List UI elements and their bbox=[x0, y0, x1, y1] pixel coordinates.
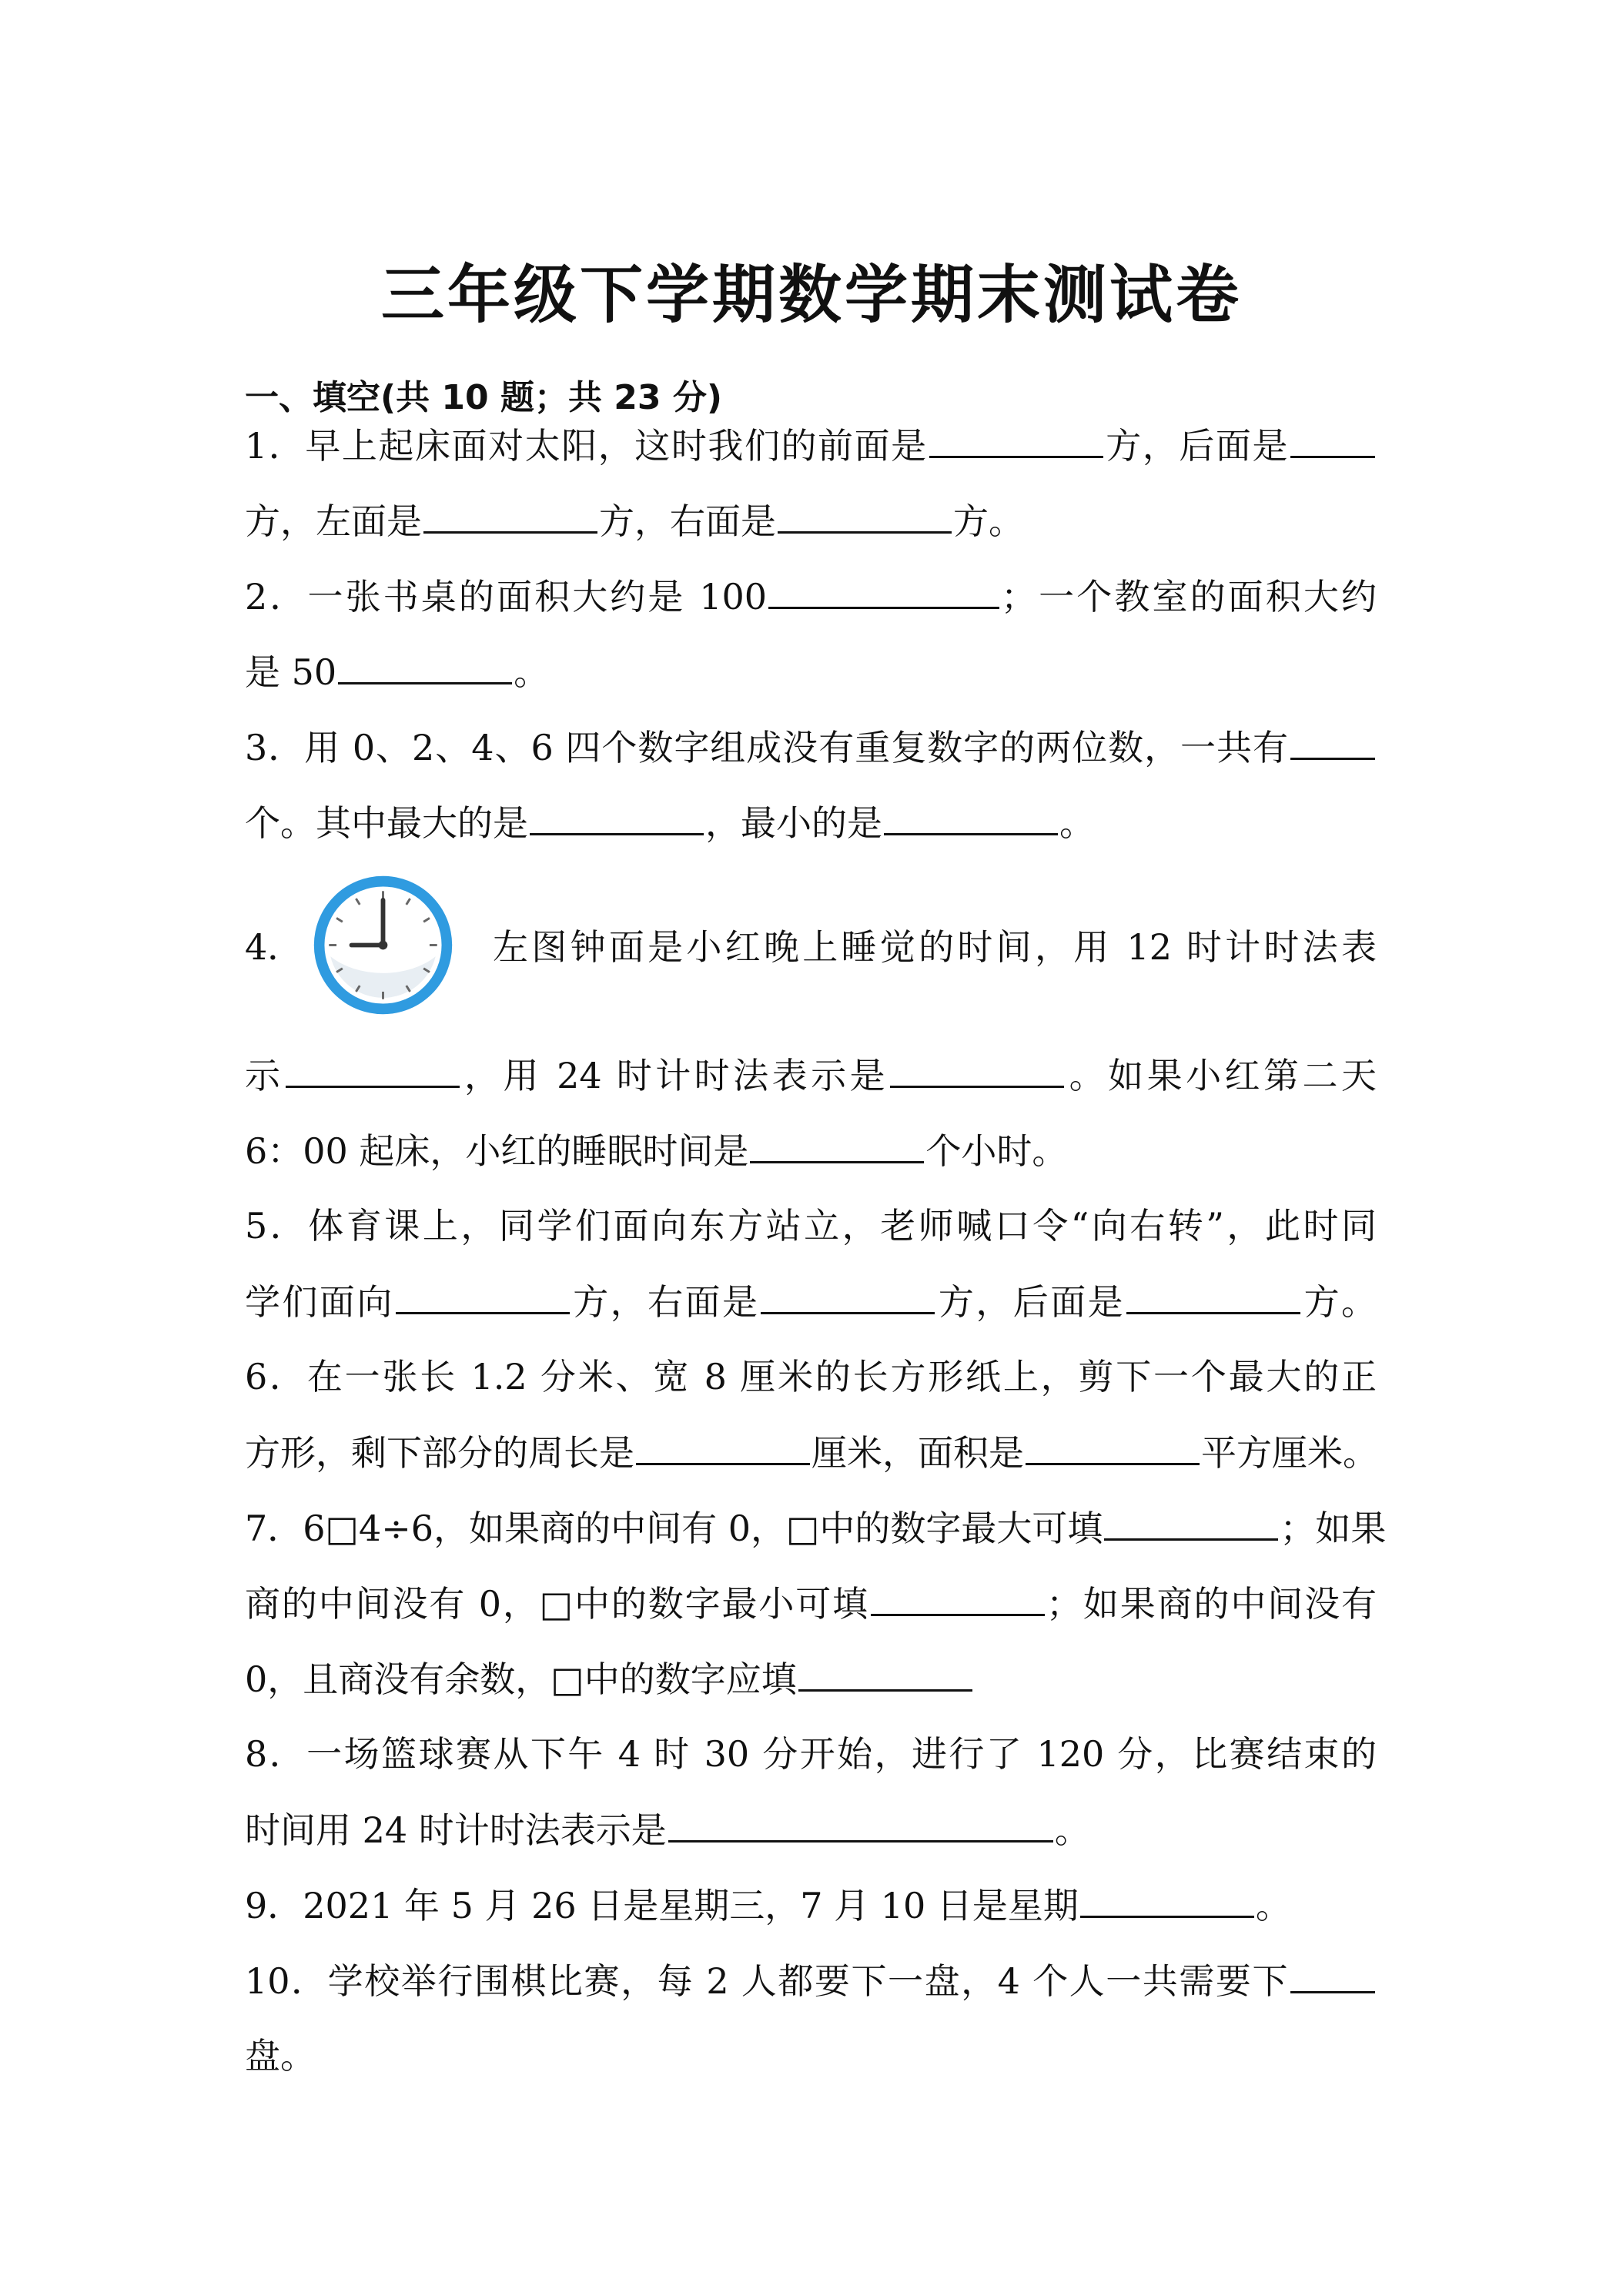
question-3-line-1: 3．用 0、2、4、6 四个数字组成没有重复数字的两位数，一共有 bbox=[245, 724, 1377, 771]
answer-blank[interactable] bbox=[530, 799, 704, 835]
question-4-number: 4． bbox=[245, 926, 303, 968]
question-2-line-1: 2．一张书桌的面积大约是 100 ；一个教室的面积大约 bbox=[245, 573, 1377, 620]
question-7-line-1: 7．6□4÷6，如果商的中间有 0，□中的数字最大可填 ；如果 bbox=[245, 1504, 1377, 1551]
answer-blank[interactable] bbox=[929, 422, 1103, 458]
answer-blank[interactable] bbox=[890, 1052, 1064, 1088]
question-10-line-1: 10．学校举行围棋比赛，每 2 人都要下一盘，4 个人一共需要下 bbox=[245, 1957, 1377, 2004]
answer-blank[interactable] bbox=[884, 799, 1058, 835]
answer-blank[interactable] bbox=[396, 1278, 570, 1314]
question-2-line-2: 是 50 。 bbox=[245, 648, 1377, 695]
section-heading: 一、填空(共 10 题；共 23 分) bbox=[245, 378, 722, 417]
answer-blank[interactable] bbox=[1126, 1278, 1300, 1314]
question-4-line-1: 左图钟面是小红晚上睡觉的时间，用 12 时计时法表 bbox=[493, 926, 1377, 968]
answer-blank[interactable] bbox=[761, 1278, 935, 1314]
question-7-line-2: 商的中间没有 0，□中的数字最小可填 ；如果商的中间没有 bbox=[245, 1580, 1377, 1627]
answer-blank[interactable] bbox=[1104, 1504, 1278, 1541]
answer-blank[interactable] bbox=[1026, 1429, 1200, 1465]
answer-blank[interactable] bbox=[778, 497, 952, 534]
answer-blank[interactable] bbox=[338, 648, 512, 684]
question-9-line-1: 9．2021 年 5 月 26 日是星期三，7 月 10 日是星期 。 bbox=[245, 1882, 1377, 1929]
answer-blank[interactable] bbox=[1290, 724, 1375, 760]
answer-blank[interactable] bbox=[798, 1655, 972, 1692]
question-1-line-2: 方，左面是 方，右面是 方。 bbox=[245, 497, 1377, 544]
question-6-line-2: 方形，剩下部分的周长是 厘米，面积是 平方厘米。 bbox=[245, 1429, 1377, 1476]
answer-blank[interactable] bbox=[768, 573, 999, 609]
answer-blank[interactable] bbox=[871, 1580, 1045, 1616]
answer-blank[interactable] bbox=[1290, 422, 1375, 458]
answer-blank[interactable] bbox=[286, 1052, 460, 1088]
question-6-line-1: 6．在一张长 1.2 分米、宽 8 厘米的长方形纸上，剪下一个最大的正 bbox=[245, 1356, 1377, 1397]
answer-blank[interactable] bbox=[1290, 1957, 1375, 1993]
answer-blank[interactable] bbox=[750, 1127, 924, 1163]
question-4-line-3: 6：00 起床，小红的睡眠时间是 个小时。 bbox=[245, 1127, 1377, 1174]
question-5-line-1: 5．体育课上，同学们面向东方站立，老师喊口令“向右转”，此时同 bbox=[245, 1205, 1377, 1247]
answer-blank[interactable] bbox=[668, 1806, 1053, 1842]
question-8-line-1: 8．一场篮球赛从下午 4 时 30 分开始，进行了 120 分，比赛结束的 bbox=[245, 1733, 1377, 1775]
page-title: 三年级下学期数学期末测试卷 bbox=[380, 259, 1242, 332]
answer-blank[interactable] bbox=[1080, 1882, 1254, 1918]
question-4-line-2: 示 ，用 24 时计时法表示是 。如果小红第二天 bbox=[245, 1052, 1377, 1099]
answer-blank[interactable] bbox=[423, 497, 597, 534]
question-5-line-2: 学们面向 方，右面是 方，后面是 方。 bbox=[245, 1278, 1377, 1325]
question-7-line-3: 0，且商没有余数，□中的数字应填 bbox=[245, 1655, 1377, 1702]
clock-face-icon bbox=[308, 870, 458, 1020]
question-8-line-2: 时间用 24 时计时法表示是 。 bbox=[245, 1806, 1377, 1853]
question-10-line-2: 盘。 bbox=[245, 2035, 316, 2077]
answer-blank[interactable] bbox=[636, 1429, 810, 1465]
question-3-line-2: 个。其中最大的是 ，最小的是 。 bbox=[245, 799, 1377, 846]
question-1-line-1: 1．早上起床面对太阳，这时我们的前面是 方，后面是 bbox=[245, 422, 1377, 469]
